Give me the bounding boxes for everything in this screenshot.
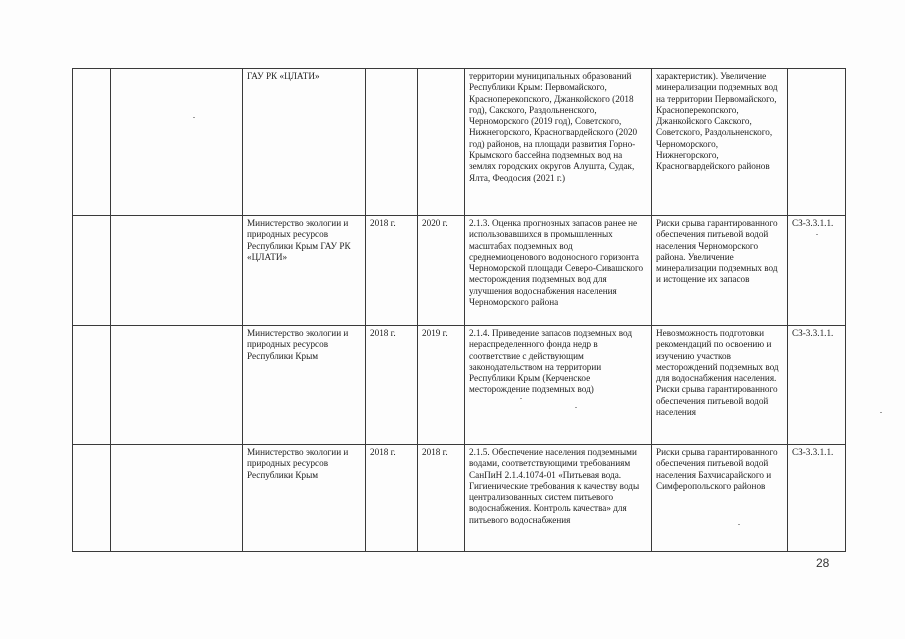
empty-cell [73, 326, 111, 445]
start-year-cell: 2018 г. [366, 445, 418, 552]
measures-table [72, 68, 846, 552]
measure-cell: 2.1.4. Приведение запасов подземных вод нераспределенного фонда недр в соответствие с действующим законодательством на территории Республики Крым (Керченское месторождение подземных вод) [465, 326, 652, 445]
page-number: 28 [816, 556, 830, 570]
scan-speck [575, 407, 577, 408]
risks-cell: характеристик). Увеличение минерализации подземных вод на территории Первомайского, Красноперекопского, Джанкойского Сакского, Советского, Раздольненского, Черноморского, Нижнегорского, Красногвардейского районов [652, 69, 788, 216]
code-cell: СЗ-3.3.1.1. [788, 326, 846, 445]
measure-cell: 2.1.3. Оценка прогнозных запасов ранее не использовавшихся в промышленных масштабах подземных вод среднемиоценового водоносного горизонта Черноморской площади Северо-Сивашского месторождения подземных вод для улучшения водоснабжения населения Черноморского района [465, 216, 652, 326]
scan-speck [193, 117, 195, 118]
table-row [73, 326, 846, 445]
start-year-cell: 2018 г. [366, 326, 418, 445]
responsible-cell: Министерство экологии и природных ресурсов Республики Крым [243, 445, 366, 552]
responsible-cell: ГАУ РК «ЦЛАТИ» [243, 69, 366, 216]
start-year-cell: 2018 г. [366, 216, 418, 326]
table-row [73, 216, 846, 326]
scan-speck [816, 234, 818, 235]
risks-cell: Риски срыва гарантированного обеспечения питьевой водой населения Черноморского района. Увеличение минерализации подземных вод и истощение их запасов [652, 216, 788, 326]
scan-speck [520, 398, 522, 399]
empty-cell [111, 216, 243, 326]
end-year-cell: 2018 г. [418, 445, 465, 552]
scan-speck [880, 412, 882, 413]
risks-cell: Невозможность подготовки рекомендаций по освоению и изучению участков месторождений подземных вод для водоснабжения населения. Риски срыва гарантированного обеспечения питьевой водой населения [652, 326, 788, 445]
end-year-cell: 2019 г. [418, 326, 465, 445]
code-cell [788, 69, 846, 216]
table-row [73, 69, 846, 216]
end-year-cell: 2020 г. [418, 216, 465, 326]
empty-cell [111, 69, 243, 216]
empty-cell [73, 69, 111, 216]
scan-speck [738, 524, 740, 525]
table-row [73, 445, 846, 552]
end-year-cell [418, 69, 465, 216]
code-cell: СЗ-3.3.1.1. [788, 445, 846, 552]
code-cell: СЗ-3.3.1.1. [788, 216, 846, 326]
risks-cell: Риски срыва гарантированного обеспечения питьевой водой населения Бахчисарайского и Симферопольского районов [652, 445, 788, 552]
start-year-cell [366, 69, 418, 216]
responsible-cell: Министерство экологии и природных ресурсов Республики Крым [243, 326, 366, 445]
measure-cell: территории муниципальных образований Республики Крым: Первомайского, Красноперекопского, Джанкойского (2018 год), Сакского, Раздольненского, Черноморского (2019 год), Советского, Нижнегорского, Красногвардейского (2020 год) районов, на площади развития Горно-Крымского бассейна подземных вод на землях городских округов Алушта, Судак, Ялта, Феодосия (2021 г.) [465, 69, 652, 216]
responsible-cell: Министерство экологии и природных ресурсов Республики Крым ГАУ РК «ЦЛАТИ» [243, 216, 366, 326]
empty-cell [111, 326, 243, 445]
empty-cell [73, 445, 111, 552]
measure-cell: 2.1.5. Обеспечение населения подземными водами, соответствующими требованиям СанПиН 2.1.4.1074-01 «Питьевая вода. Гигиенические требования к качеству воды централизованных систем питьевого водоснабжения. Контроль качества» для питьевого водоснабжения [465, 445, 652, 552]
empty-cell [73, 216, 111, 326]
empty-cell [111, 445, 243, 552]
